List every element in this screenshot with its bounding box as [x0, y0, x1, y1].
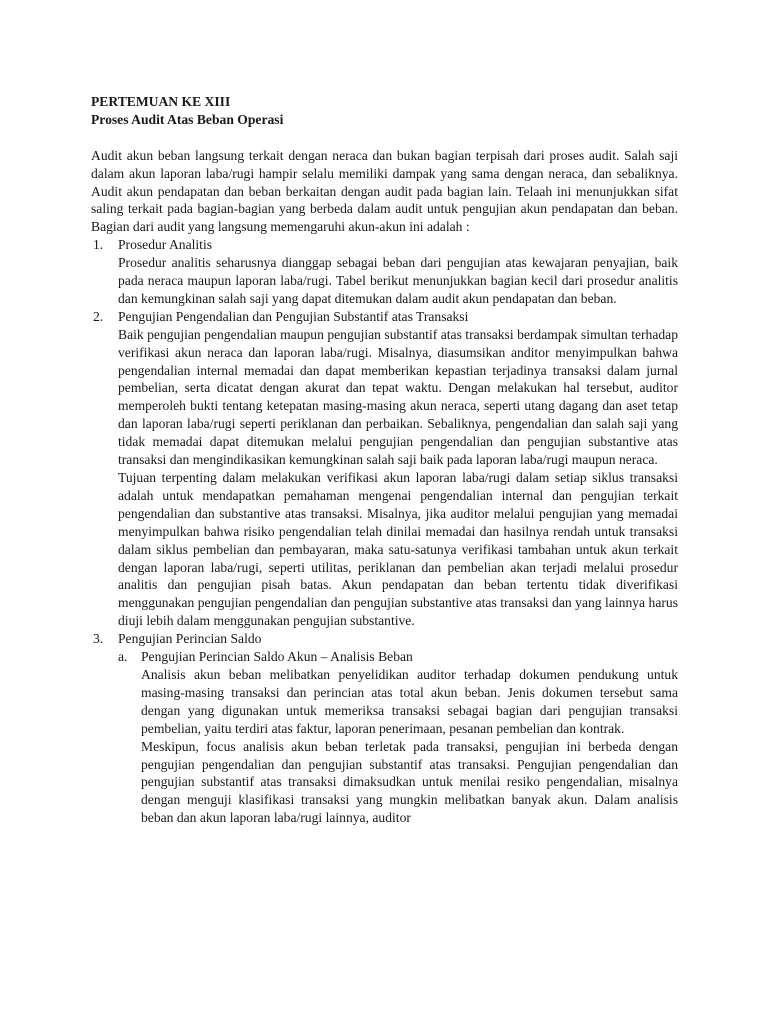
- sub-list-item-a: [118, 648, 678, 827]
- paragraph: Tujuan terpenting dalam melakukan verifikasi akun laporan laba/rugi dalam setiap siklus transaksi adalah untuk mendapatkan pemahaman mengenai pengendalian internal dan pengujian terkait pengendalian dan substantive atas transaksi. Misalnya, jika auditor melalui pengujian yang memadai menyimpulkan bahwa risiko pengendalian telah dinilai memadai dan hasilnya rendah untuk transaksi dalam siklus pembelian dan pembayaran, maka satu-satunya verifikasi tambahan untuk akun terkait dengan laporan laba/rugi, seperti utilitas, periklanan dan pembelian akan terjadi melalui prosedur analitis dan pengujian pisah batas. Akun pendapatan dan beban tertentu tidak diverifikasi menggunakan pengujian pengendalian dan pengujian substantive atas transaksi dan yang lainnya harus diuji lebih dalam menggunakan pengujian substantive.: [118, 470, 678, 629]
- main-list: [91, 236, 678, 827]
- document-title: PERTEMUAN KE XIII: [91, 94, 231, 109]
- document-subtitle: Proses Audit Atas Beban Operasi: [91, 111, 284, 127]
- paragraph: Analisis akun beban melibatkan penyelidikan auditor terhadap dokumen pendukung untuk masing-masing transaksi dan perincian atas total akun beban. Jenis dokumen tersebut sama dengan yang digunakan untuk memeriksa transaksi sebagai bagian dari pengujian transaksi pembelian, yaitu terdiri atas faktur, laporan penerimaan, pesanan pembelian dan kontrak.: [141, 666, 678, 736]
- document-page: [91, 93, 678, 827]
- list-number: 3.: [93, 631, 104, 647]
- list-number: 1.: [93, 237, 104, 253]
- sub-list: [118, 648, 678, 827]
- list-item-2: [91, 308, 678, 630]
- list-number: 2.: [93, 308, 104, 324]
- list-item-3: [91, 630, 678, 827]
- list-item-1: [91, 236, 678, 308]
- paragraph: Baik pengujian pengendalian maupun pengujian substantif atas transaksi berdampak simultan terhadap verifikasi akun neraca dan laporan laba/rugi. Misalnya, diasumsikan anditor menyimpulkan bahwa pengendalian internal memadai dan dapat memberikan kepastian terjadinya transaksi dalam jurnal pembelian, serta dicatat dengan akurat dan tepat waktu. Dengan melakukan hal tersebut, auditor memperoleh bukti tentang ketepatan masing-masing akun neraca, seperti utang dagang dan aset tetap dan laporan laba/rugi seperti periklanan dan perbaikan. Sebaliknya, pengendalian dan salah saji yang tidak memadai dapat ditemukan melalui pengujian pengendalian dan pengujian substantive atas transaksi dan mengindikasikan kemungkinan salah saji baik pada laporan laba/rugi maupun neraca.: [118, 326, 678, 468]
- paragraph: Meskipun, focus analisis akun beban terletak pada transaksi, pengujian ini berbeda dengan pengujian pengendalian dan pengujian substantif atas transaksi. Pengujian pengendalian dan pengujian substantif atas transaksi dimaksudkan untuk menilai resiko pengendalian, misalnya dengan menguji klasifikasi transaksi yang mungkin melibatkan banyak akun. Dalam analisis beban dan akun laporan laba/rugi lainnya, auditor: [141, 738, 678, 826]
- list-item-title: Prosedur Analitis: [118, 237, 213, 253]
- paragraph: Prosedur analitis seharusnya dianggap sebagai beban dari pengujian atas kewajaran penyajian, baik pada neraca maupun laporan laba/rugi. Tabel berikut menunjukkan bagian kecil dari prosedur analitis dan kemungkinan salah saji yang dapat ditemukan dalam audit akun pendapatan dan beban.: [118, 255, 678, 306]
- list-item-title: Pengujian Perincian Saldo: [118, 631, 262, 647]
- list-item-title: Pengujian Pengendalian dan Pengujian Substantif atas Transaksi: [118, 308, 469, 324]
- sub-list-letter: a.: [118, 649, 128, 665]
- intro-paragraph: Audit akun beban langsung terkait dengan neraca dan bukan bagian terpisah dari proses audit. Salah saji dalam akun laporan laba/rugi hampir selalu memiliki dampak yang sama dengan neraca, dan sebaliknya. Audit akun pendapatan dan beban berkaitan dengan audit pada bagian lain. Telaah ini menunjukkan sifat saling terkait pada bagian-bagian yang berbeda dalam audit untuk pengujian akun pendapatan dan beban. Bagian dari audit yang langsung memengaruhi akun-akun ini adalah :: [91, 147, 678, 235]
- sub-list-item-title: Pengujian Perincian Saldo Akun – Analisis Beban: [141, 649, 413, 665]
